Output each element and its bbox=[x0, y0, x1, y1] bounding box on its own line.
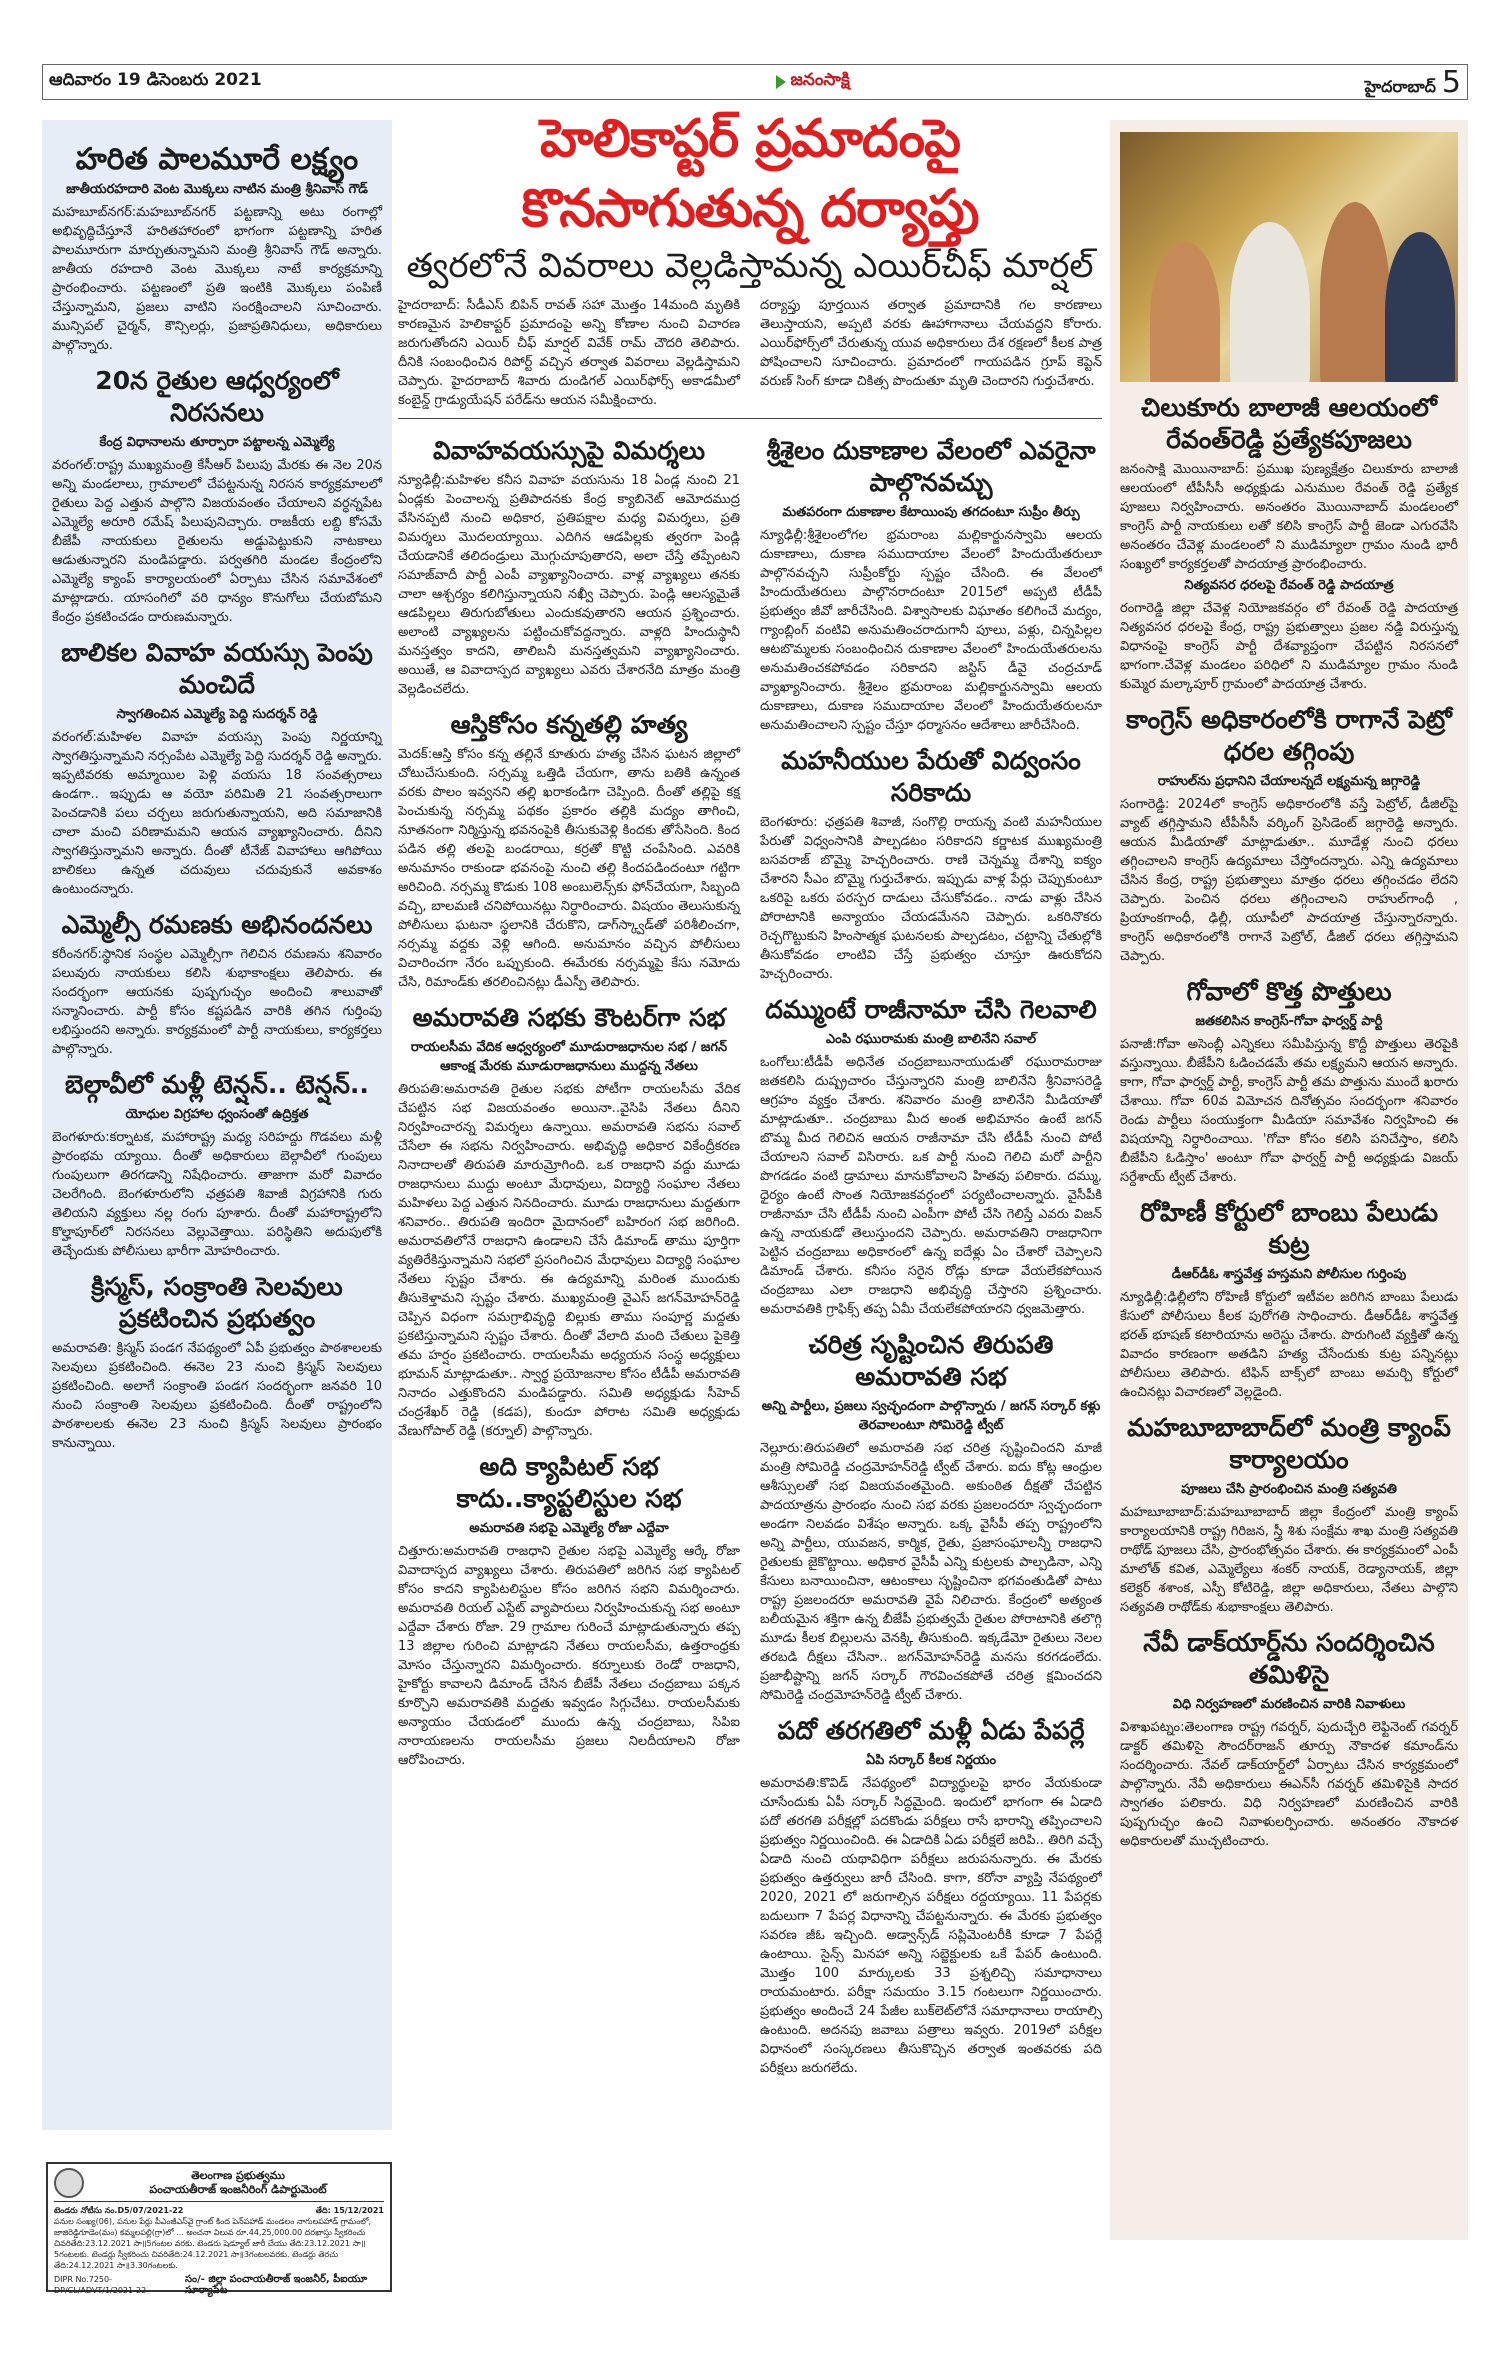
article-headline: నేవీ డాక్‌యార్డ్‌ను సందర్శించిన తమిళిసై bbox=[1143, 1628, 1435, 1689]
page-number: 5 bbox=[1441, 64, 1461, 100]
news-article bbox=[52, 637, 382, 899]
main-column bbox=[398, 104, 1102, 2304]
news-article bbox=[52, 1069, 382, 1261]
article-headline: 20న రైతుల ఆధ్వర్యంలో నిరసనలు bbox=[95, 366, 339, 427]
article-body: తిరుపతి:అమరావతి రైతుల సభకు పోటీగా రాయలసీమ వేదిక చేపట్టిన సభ విజయవంతం అయినా..వైసిపి నేతలు దీనిని నిర్వహించారన్న విమర్శలు ఉన్నాయి. అమరావతి సభను సవాల్ చేసేలా ఈ సభను నిర్వహించారు. అభివృద్ధి అధికార వికేంద్రీకరణ నినాదాలతో తిరుపతి మారుమ్రోగింది. ఒక రాజధాని వద్దు మూడు రాజధానులు ముద్దు అంటూ మేధావులు, విద్యార్థి సంఘాల నేతలు మహిళలు పెద్ద ఎత్తున నినదించారు. మూడు రాజధానులు మద్దతుగా శనివారం.. తిరుపతి ఇందిరా మైదానంలో బహిరంగ సభ జరిగింది. అమరావతిలోనే రాజధాని ఉండాలని చేసే డిమాండ్ తాము పూర్తిగా వ్యతిరేకిస్తున్నామని సభలో ప్రసంగించిన మేధావులు విద్యార్థి సంఘాల నేతలు స్పష్టం చేశారు. ఈ ఉద్యమాన్ని మరింత ముందుకు తీసుకెళ్తామని స్పష్టం చేశారు. ముఖ్యమంత్రి వైఎస్ జగన్‌మోహన్‌రెడ్డి చెప్పిన విధంగా సమగ్రాభివృద్ధి బిల్లుకు తాము సంపూర్ణ మద్దతు ప్రకటిస్తున్నామని స్పష్టం చేశారు. దీంతో వేలాది మంది చేతులు పైకెత్తి తమ హర్షం ప్రకటించారు. రాయలసీమ అధ్యయన సంస్థ అధ్యక్షులు భూమన్ మాట్లాడుతూ.. స్వార్థ ప్రయోజనాల కోసం టీడీపీ అమరావతి నినాదం ఎత్తుకొందని మండిపడ్డారు. సమితి అధ్యక్షుడు సీహెచ్ చంద్రశేఖర్ రెడ్డి (కడప), కుందూ పోరాట సమితి అధ్యక్షుడు వేణుగోపాల్ రెడ్డి (కర్నూల్) పాల్గొన్నారు. bbox=[398, 1082, 740, 1439]
article-body: రంగారెడ్డి జిల్లా చేవెళ్ల నియోజకవర్గం లో రేవంత్ రెడ్డి పాదయాత్ర నిత్యవసర ధరలపై కేంద్ర, రాష్ట్ర ప్రభుత్వాలు ప్రజల నడ్డి విరుస్తున్న విధానంపై కాంగ్రెస్ పార్టీ దేశవ్యాప్తంగా చేపట్టిన నిరసనలో భాగంగా.చేవెళ్ల మండలం పరిధిలో ని ముడిమ్యాల గ్రామం నుండి కుమ్మెర మల్కాపూర్ గ్రామంలో పాదయాత్ర చేశారు. bbox=[1120, 601, 1458, 692]
lead-headline: హెలికాప్టర్ ప్రమాదంపై కొనసాగుతున్న దర్యాప్తు bbox=[521, 109, 979, 239]
article-body: న్యూఢిల్లీ:మహిళల కనీస వివాహ వయసును 18 ఏండ్ల నుంచి 21 ఏండ్లకు పెంచాలన్న ప్రతిపాదనకు కేంద్ర క్యాబినెట్ ఆమోదముద్ర వేసినప్పటి నుంచి అధికార, ప్రతిపక్షాల మధ్య విమర్శలు, ప్రతి విమర్శలు మొదలయ్యాయి. ఎదిగిన ఆడపిల్లకు త్వరగా పెండ్లి చేయడానికే తలిదండ్రులు మొగ్గుచూపుతారని, అలా చేస్తే తప్పేంటని సమాజ్‌వాదీ పార్టీ ఎంపీ వ్యాఖ్యానించారు. వాళ్ల వ్యాఖ్యలు తనకు చాలా ఆశ్చర్యం కలిగిస్తున్నాయని నఖ్వీ చెప్పారు. పెండ్లి ఆలస్యమైతే ఆడపిల్లలు తిరుగుబోతులు ఎందుకవుతారని ఆయన ప్రశ్నించారు. అలాంటి వ్యాఖ్యలను పట్టించుకోవద్దన్నారు. వాళ్లది హిందుస్థానీ మనస్తత్వం కాదని, తాలిబనీ మనస్తత్వమని వ్యాఖ్యానించారు. అయితే, ఆ వివాదాస్పద వ్యాఖ్యలు ఎవరు చేశారనేది మాత్రం మంత్రి వెల్లడించలేదు. bbox=[398, 473, 740, 697]
article-body: కరీంనగర్:స్థానిక సంస్థల ఎమ్మెల్సీగా గెలిచిన రమణను శనివారం పలువురు నాయకులు కలిసి శుభాకాంక్షలు తెలిపారు. ఈ సందర్భంగా ఆయనకు పుష్పగుచ్ఛం అందించి శాలువాతో సన్మానించారు. పార్టీ కోసం కష్టపడిన వారికి తగిన గుర్తింపు లభిస్తుందని అన్నారు. కార్యక్రమంలో పార్టీ నాయకులు, కార్యకర్తలు పాల్గొన్నారు. bbox=[52, 947, 382, 1057]
article-body: పనాజీ:గోవా అసెంబ్లీ ఎన్నికలు సమీపిస్తున్న కొద్దీ పొత్తులు తెరపైకి వస్తున్నాయి. బీజేపీని ఓడించడమే తమ లక్ష్యమని ఆయన అన్నారు. కాగా, గోవా ఫార్వర్డ్ పార్టీ, కాంగ్రెస్ పార్టీ తమ పొత్తును ముందే ఖరారు చేశాయి. గోవా 60వ విమోచన దినోత్సవం సందర్భంగా శనివారం రెండు పార్టీలు సంయుక్తంగా మీడియా సమావేశం నిర్వహించి ఈ విషయాన్ని నిర్ధారించాయి. 'గోవా కోసం కలిసి పనిచేస్తాం, కలిసి బీజేపీని ఓడిస్తాం' అంటూ గోవా ఫార్వర్డ్ పార్టీ అధ్యక్షుడు విజయ్ సర్దేశాయ్ ట్వీట్ చేశారు. bbox=[1120, 1037, 1458, 1185]
article-body: వరంగల్:రాష్ట్ర ముఖ్యమంత్రి కేసీఆర్ పిలుపు మేరకు ఈ నెల 20న అన్ని మండలాలు, గ్రామాలలో చేపట్టనున్న నిరసన కార్యక్రమాలలో రైతులు పెద్ద ఎత్తున పాల్గొని విజయవంతం చేయాలని వర్ధన్నపేట ఎమ్మెల్యే అరూరి రమేష్ పిలుపునిచ్చారు. రాజకీయ లబ్ది కోసమే బీజేపీ నాయకులు రైతులను అడ్డుపెట్టుకుని నాటకాలు ఆడుతున్నారని మండిపడ్డారు. పర్వతగిరి మండల కేంద్రంలోని ఎమ్మెల్యే క్యాంప్ కార్యాలయంలో ఏర్పాటు చేసిన సమావేశంలో మాట్లాడారు. యాసంగిలో వరి ధాన్యం కొనుగోలు చేయబోమని కేంద్రం ప్రకటించడం దారుణమన్నారు. bbox=[52, 458, 382, 625]
article-body: జనంసాక్షి మొయినాబాద్: ప్రముఖ పుణ్యక్షేత్రం చిలుకూరు బాలాజీ ఆలయంలో టీపీసీసీ అధ్యక్షుడు ఎనుముల రేవంత్ రెడ్డి ప్రత్యేక పూజలు నిర్వహించారు. అనంతరం మొయినాబాద్ మండలంలో కాంగ్రెస్ పార్టీ నాయకులు లతో కలిసి కాంగ్రెస్ పార్టీ జెండా ఎగురవేసి అనంతరం చేవెళ్ల మండలంలో ని ముడిమ్యాలా గ్రామం నుండి భారీ సంఖ్యలో కార్యకర్తలతో పాదయాత్ర ప్రారంభించారు. bbox=[1120, 462, 1458, 572]
ad-signature: సం/- జిల్లా పంచాయతీరాజ్ ఇంజనీర్, పీఐయూ సూర్యాపేట bbox=[185, 2274, 368, 2296]
news-article bbox=[760, 1715, 1102, 2078]
article-subheadline: ఎంపి రఘురామకు మంత్రి బాలినేని సవాల్ bbox=[825, 1032, 1037, 1047]
article-subheadline: రాయలసీమ వేదిక ఆధ్వర్యంలో మూడురాజధానుల సభ / జగన్ ఆకాంక్ష మేరకు మూడురాజధానులు ముద్దన్న నేతలు bbox=[410, 1040, 728, 1074]
article-headline: ఆస్తికోసం కన్నతల్లి హత్య bbox=[450, 710, 688, 739]
news-article bbox=[1120, 1627, 1458, 1851]
ad-body: పనుల సంఖ్య(06), పనుల పేర్లు పీఎంజీఎస్‌వై గ్రాంట్ కింద పెన్‌పహాడ్ మండలం నాగులపహాడ్ గ్రామంలో, జాజిరెడ్డిగూడెం(మం) కమ్మలపల్లి(గ్రా)లో ... అంచనా విలువ రూ.44,25,000.00 దరఖాస్తు స్వీకరించు చివరితేది:23.12.2021 సా॥5గంటల వరకు. టెండరు షెడ్యూల్ జారీ చేయు తేది:23.12.2021 సా॥5గంటలకు. టెండర్లు స్వీకరించు చివరితేది:24.12.2021 సా॥3గంటలవరకు. టెండర్లు తెరచు తేది:24.12.2021 సా॥3.30గంటలకు. bbox=[54, 2217, 372, 2270]
article-body: చిత్తూరు:అమరావతి రాజధాని రైతుల సభపై ఎమ్మెల్యే ఆర్కే రోజా వివాదాస్పద వ్యాఖ్యలు చేశారు. తిరుపతిలో జరిగిన సభ క్యాపిటల్ కోసం కాదని క్యాపిటలిస్టుల కోసం జరిగిన సభని విమర్శించారు. అమరావతి రియల్ ఎస్టేట్ వ్యాపారులు నిర్వహించుకున్న సభ అంటూ ఎద్దేవా చేశారు రోజా. 29 గ్రామాల గురించే మాట్లాడుతున్నారు తప్ప 13 జిల్లాల గురించి మాట్లాడని నేతలు రాయలసీమ, ఉత్తరాంధ్రకు మోసం చేస్తున్నారని విమర్శించారు. కర్నూలుకు రెండో రాజధాని, హైకోర్టు కావాలని డిమాండ్ చేసిన బీజేపీ నేతలు చంద్రబాబు పక్కన కూర్చొని అమరావతికి మద్దతు ఇవ్వడం సిగ్గుచేటు. రాయలసీమకు అన్యాయం చేయడంలో ముందు ఉన్న చంద్రబాబు, సిపిఐ నారాయణలను రాయలసీమ ప్రజలు నిలదీయాలని రోజా ఆరోపించారు. bbox=[398, 1544, 740, 1768]
news-article bbox=[398, 1002, 740, 1441]
news-article bbox=[1120, 1412, 1458, 1617]
issue-date: ఆదివారం 19 డిసెంబరు 2021 bbox=[49, 70, 262, 90]
masthead bbox=[42, 64, 1468, 100]
lead-body bbox=[398, 296, 1102, 412]
article-body: సంగారెడ్డి: 2024లో కాంగ్రెస్ అధికారంలోకి వస్తే పెట్రోల్, డీజిల్‌పై వ్యాట్ తగ్గిస్తామని టీపీసీసీ వర్కింగ్ ప్రెసిడెంట్ జగ్గారెడ్డి అన్నారు. ఆయన మీడియాతో మాట్లాడుతూ.. మూడేళ్ల నుంచి ధరలు తగ్గించాలని కాంగ్రెస్ ఉద్యమాలు చేస్తోందన్నారు. ఎన్ని ఉద్యమాలు చేసిన కేంద్ర, రాష్ట్ర ప్రభుత్వాలు మాత్రం ధరలు తగ్గించడం లేదని చెప్పారు. పెంచిన ధరలు తగ్గించాలని రాహుల్‌గాంధీ , ప్రియాంకగాంధీ, ఢిల్లీ, యూపీలో పాదయాత్ర చేస్తున్నారన్నారు. కాంగ్రెస్ అధికారంలోకి రాగానే పెట్రోల్, డీజిల్ ధరలు తగ్గిస్తామని చెప్పారు. bbox=[1120, 797, 1458, 964]
right-column bbox=[1110, 120, 1468, 2240]
news-article bbox=[398, 1451, 740, 1770]
article-body: అమరావతి:కొవిడ్ నేపథ్యంలో విద్యార్థులపై భారం వేయకుండా చూసేందుకు ఏపీ సర్కార్ సిద్ధమైంది. ఇందులో భాగంగా ఈ ఏడాది పదో తరగతి పరీక్షల్లో పదకొండు పరీక్షలు రాసే భారాన్ని తప్పించాలని ప్రభుత్వం నిర్ణయించింది. ఈ ఏడాదికి ఏడు పరీక్షలే జరిపి.. తిరిగి వచ్చే ఏడాది నుంచి యథావిధిగా పరీక్షలు జరుపనున్నారు. ఈ మేరకు ప్రభుత్వం ఉత్తర్వులు జారీ చేసింది. కాగా, కరోనా వ్యాప్తి నేపథ్యంలో 2020, 2021 లో జరుగాల్సిన పరీక్షలు రద్దయ్యాయి. 11 పేపర్లకు బదులుగా 7 పేపర్ల విధానాన్ని చేపట్టనున్నారు. ఈ మేరకు ప్రభుత్వం సవరణ జీఓ ఇచ్చింది. అడ్వాన్స్‌డ్ సప్లిమెంటరీకి కూడా 7 పేపర్లే ఉంటాయి. సైన్స్ మినహా అన్ని సబ్జెక్టులకు ఒకే పేపర్ ఉంటుంది. మొత్తం 100 మార్కులకు 33 ప్రశ్నలిచ్చి సమాధానాలు రాయమంటారు. పరీక్షా సమయం 3.15 గంటలుగా నిర్ణయించారు. ప్రభుత్వం అందించే 24 పేజీల బుక్‌లెట్‌లోనే సమాధానాలు రాయాల్సి ఉంటుంది. అదనపు జవాబు పత్రాలు ఇవ్వరు. 2019లో పరీక్షల విధానంలో సంస్కరణలు తీసుకొచ్చిన తర్వాత ఇంతవరకు పది పరీక్షలు జరుగలేదు. bbox=[760, 1776, 1102, 2076]
article-headline: రోహిణీ కోర్టులో బాంబు పేలుడు కుట్ర bbox=[1139, 1198, 1439, 1259]
news-article bbox=[52, 1271, 382, 1453]
article-body: నెల్లూరు:తిరుపతిలో అమరావతి సభ చరిత్ర సృష్టించిందని మాజీ మంత్రి సోమిరెడ్డి చంద్రమోహన్‌రెడ్డి ట్వీట్ చేశారు. ఐదు కోట్ల ఆంధ్రుల ఆశీస్సులతో సభ విజయవంతమైంది. అకుంఠిత దీక్షతో చేపట్టిన పాదయాత్రను ప్రారంభం నుంచి సభ వరకు ప్రజలందరూ స్వచ్ఛందంగా అండగా నిలవడం విశేషం అన్నారు. ఒక్క వైసీపీ తప్ప రాష్ట్రంలోని అన్ని పార్టీలు, యువజన, కార్మిక, రైతు, ప్రజాసంఘాలన్నీ రాజధాని రైతులకు జైకొట్టాయి. అధికార వైసీపీ ఎన్ని కుట్రలకు పాల్పడినా, ఎన్ని కేసులు బనాయించినా, ఆటంకాలు సృష్టించినా భగవంతుడితో పాటు రాష్ట్ర ప్రజలందరూ అమరావతి వైపే నిలిచారు. కేంద్రంలో అత్యంత బలీయమైన శక్తిగా ఉన్న బీజేపీ ప్రభుత్వమే రైతుల పోరాటానికి తలొగ్గి మూడు కీలక బిల్లులను వెనక్కి తీసుకుంది. ఇక్కడేమో రైతులు నెలల తరబడి దీక్షలు చేసినా.. జగన్‌మోహన్‌రెడ్డి మనసు కరగడంలేదు. ప్రజాభీష్టాన్ని జగన్ సర్కార్ గౌరవించకపోతే చరిత్ర క్షమించదని సోమిరెడ్డి చంద్రమోహన్‌రెడ్డి ట్వీట్ చేశారు. bbox=[760, 1441, 1102, 1703]
article-body: బెంగళూరు:కర్నాటక, మహారాష్ట్ర మధ్య సరిహద్దు గొడవలు మళ్లీ ప్రారంభమ య్యాయి. దీంతో అధికారులు బెల్గావీలో గుంపులు గుంపులుగా తిరగడాన్ని నిషేధించారు. తాజాగా మరో వివాదం చెలరేగింది. బెంగళూరులోని ఛత్రపతి శివాజీ విగ్రహానికి గురు తెలియని వ్యక్తులు నల్ల రంగు పూశారు. దీంతో మహారాష్ట్రలోని కొల్హాపూర్‌లో నిరసనలు వెల్లువెత్తాయి. పరిస్థితిని అదుపులోకి తెచ్చేందుకు పోలీసులు భారీగా మోహరించారు. bbox=[52, 1130, 382, 1259]
article-subheadline: రాహుల్‌ను ప్రధానిని చేయాలన్నదే లక్ష్యమన్న జగ్గారెడ్డి bbox=[1157, 774, 1421, 789]
logo-text: జనంసాక్షి bbox=[790, 70, 850, 90]
article-headline: చిలుకూరు బాలాజీ ఆలయంలో రేవంత్‌రెడ్డి ప్రత్యేకపూజలు bbox=[1141, 393, 1437, 454]
divider bbox=[398, 418, 1102, 419]
news-article bbox=[52, 365, 382, 627]
article-headline: వివాహవయస్సుపై విమర్శలు bbox=[432, 436, 705, 465]
article-subheadline: మతపరంగా దుకాణాల కేటాయింపు తగదంటూ సుప్రీం తీర్పు bbox=[782, 505, 1080, 520]
article-subheadline: కేంద్ర విధానాలను తూర్పారా పట్టాలన్న ఎమ్మెల్యే bbox=[99, 435, 335, 450]
ad-dipr: DIPR No.7250-DP/CL/ADVT/1/2021-22 bbox=[54, 2275, 147, 2295]
edition bbox=[1365, 65, 1461, 100]
article-body: వరంగల్:మహిళల వివాహ వయస్సు పెంపు నిర్ణయాన్ని స్వాగతిస్తున్నామని నర్సంపేట ఎమ్మెల్యే పెద్ది సుదర్శన్ రెడ్డి అన్నారు. ఇప్పటివరకు అమ్మాయిల పెళ్లి వయసు 18 సంవత్సరాలు ఉండగా.. ఇప్పుడు ఆ వయో పరిమితి 21 సంవత్సరాలుగా పెంచడానికి పలు చర్చలు జరుగుతున్నాయని, అది సమాజానికి చాలా మంచి పరిణామమని ఆయన వ్యాఖ్యానించారు. దీనిని స్వాగతిస్తున్నామని అన్నారు. దీంతో టీనేజ్ వివాహాలు ఆగిపోయి బాలికలు ఉన్నత చదువులు చదువుకునే అవకాశం ఉంటుందన్నారు. bbox=[52, 730, 382, 897]
article-body: మహబూబాబాద్:మహబూబాబాద్ జిల్లా కేంద్రంలో మంత్రి క్యాంప్ కార్యాలయానికి రాష్ట్ర గిరిజన, స్త్రీ శిశు సంక్షేమ శాఖ మంత్రి సత్యవతి రాథోడ్ పూజలు చేసి, ప్రారంభోత్సవం చేశారు. ఈ కార్యక్రమంలో ఎంపీ మాలోత్ కవిత, ఎమ్మెల్యేలు శంకర్ నాయక్, రెడ్యానాయక్, జిల్లా కలెక్టర్ శశాంక, ఎస్పీ కోటిరెడ్డి, జిల్లా అధికారులు, నేతలు పాల్గొని సత్యవతి రాథోడ్‌కు శుభాకాంక్షలు తెలిపారు. bbox=[1120, 1505, 1458, 1615]
article-headline: చరిత్ర సృష్టించిన తిరుపతి అమరావతి సభ bbox=[808, 1330, 1054, 1391]
article-subheadline: విధి నిర్వహణలో మరణించిన వారికి నివాళులు bbox=[1172, 1697, 1406, 1712]
article-subheadline: ఏపి సర్కార్ కీలక నిర్ణయం bbox=[865, 1753, 997, 1768]
article-body: బెంగళూరు: ఛత్రపతి శివాజీ, సంగొల్లి రాయన్న వంటి మహనీయుల పేరుతో విధ్వంసానికి పాల్పడటం సరికాదని కర్ణాటక ముఖ్యమంత్రి బసవరాజ్ బొమ్మై హెచ్చరించారు. రాణి చెన్నమ్మ దేశాన్ని ఐక్యం చేశారని సీఎం బొమ్మై గుర్తుచేశారు. ఇప్పుడు వాళ్ల పేర్లు చెప్పుకుంటూ ఒకరిపై ఒకరు పరస్పర దాడులు చేసుకోవడం.. నాడు వాళ్లు చేసిన పోరాటానికి అన్యాయం చేయడమేనని చెప్పారు. ఒకరినొకరు రెచ్చగొట్టుకుని హింసాత్మక ఘటనలకు పాల్పడటం, చట్టాన్ని చేతుల్లోకి తీసుకోవడం లాంటివి చేస్తే ప్రభుత్వం చూస్తూ ఊరుకోదని హెచ్చరించారు. bbox=[760, 815, 1102, 982]
news-article bbox=[1120, 704, 1458, 966]
lead-body-col2: దర్యాప్తు పూర్తయిన తర్వాత ప్రమాదానికి గల కారణాలు తెలుస్తాయని, అప్పటి వరకు ఊహాగానాలు చేయవద్దని కోరారు. ఎయిర్‌ఫోర్స్‌లో చేరుతున్న యువ అధికారులు దేశ రక్షణలో కీలక పాత్ర పోషించాలని సూచించారు. ప్రమాదంలో గాయపడిన గ్రూప్ కెప్టెన్ వరుణ్ సింగ్ కూడా చికిత్స పొందుతూ మృతి చెందారని గుర్తుచేశారు. bbox=[760, 298, 1102, 389]
article-subheadline: నిత్యవసర ధరలపై రేవంత్ రెడ్డి పాదయాత్ర bbox=[1184, 578, 1394, 593]
news-article bbox=[52, 909, 382, 1059]
news-article bbox=[760, 994, 1102, 1319]
article-subheadline: జతకలిసిన కాంగ్రెస్-గోవా ఫార్వర్డ్ పార్టీ bbox=[1195, 1014, 1383, 1029]
article-body: అమరావతి: క్రిస్మస్ పండగ నేపథ్యంలో ఏపీ ప్రభుత్వం పాఠశాలలకు సెలవులు ప్రకటించింది. ఈనెల 23 నుంచి క్రిస్మస్ సెలవులు ప్రకటించింది. అలాగే సంక్రాంతి పండగ సందర్భంగా జనవరి 10 నుంచి సంక్రాంతి సెలవులు ప్రకటించింది. దీంతో రాష్ట్రంలోని పాఠశాలలకు ఈనెల 23 నుంచి క్రిస్మస్ సెలవులు ప్రారంభం కానున్నాయి. bbox=[52, 1341, 382, 1451]
ad-notice-number: టెండరు నోటీసు నం.D5/07/2021-22 bbox=[54, 2206, 184, 2215]
article-body: మెదక్:ఆస్తి కోసం కన్న తల్లినే కూతురు హత్య చేసిన ఘటన జిల్లాలో చోటుచేసుకుంది. సర్సమ్మ ఒత్తిడి చేయగా, తాను బతికి ఉన్నంత వరకు పొలం ఇవ్వనని తల్లి ఖరాకండిగా చెప్పింది. దీంతో తల్లిపై కక్ష పెంచుకున్న నర్సమ్మ పథకం ప్రకారం తల్లికి మద్యం తాగించి, నూతనంగా నిర్మిస్తున్న భవనంపైకి తీసుకువెళ్లి కిందకు తోసేసింది. కింద పడిన తల్లి తలపై బండరాయి, కర్రతో కొట్టి చంపేసింది. ఎవరికి అనుమానం రాకుండా భవనంపై నుంచి తల్లి కిందపడిందంటూ గట్టిగా అరిచింది. నర్సమ్మ కొడుకు 108 అంబులెన్స్‌కు ఫోన్‌చేయగా, సిబ్బంది వచ్చి, బాలమణి చనిపోయినట్లు నిర్ధారించారు. విషయం తెలుసుకున్న పోలీసులు ఘటనా స్థలానికి చేరుకొని, డాగ్‌స్క్వాడ్‌తో పరిశీలించగా, నర్సమ్మ వద్దకు వెళ్లి ఆగింది. అనుమానం వచ్చిన పోలీసులు విచారించగా నేరం ఒప్పుకుంది. ఈమేరకు నర్సమ్మపై కేసు నమోదు చేసి, రిమాండ్‌కు తరలించినట్లు డీఎస్పీ తెలిపారు. bbox=[398, 747, 740, 990]
leaf-icon bbox=[776, 75, 786, 89]
article-subheadline: జాతీయరహదారి వెంట మొక్కలు నాటిన మంత్రి శ్రీనివాస్ గౌడ్ bbox=[66, 182, 368, 197]
article-body: మహబూబ్‌నగర్:మహబూబ్‌నగర్ పట్టణాన్ని అటు రంగాల్లో అభివృద్ధిచేస్తూనే హరితహారంలో భాగంగా పట్టణాన్ని హరిత పాలమూరుగా మార్చుతున్నామని మంత్రి శ్రీనివాస్ గౌడ్ అన్నారు. జాతీయ రహదారి వెంట మొక్కలు నాటే కార్యక్రమాన్ని ప్రారంభించారు. పట్టణంలో ప్రతి ఇంటికి మొక్కలు పంపిణీ చేస్తున్నామని, ప్రజలు వాటిని సంరక్షించాలని సూచించారు. మున్సిపల్ చైర్మన్, కౌన్సిలర్లు, ప్రజాప్రతినిధులు, అధికారులు పాల్గొన్నారు. bbox=[52, 205, 382, 353]
article-headline: అది క్యాపిటల్ సభ కాదు..క్యాప్టలిస్టుల సభ bbox=[456, 1452, 682, 1513]
telangana-seal-icon bbox=[54, 2168, 84, 2198]
temple-photo bbox=[1120, 132, 1458, 382]
article-headline: ఎమ్మెల్సీ రమణకు అభినందనలు bbox=[61, 910, 373, 939]
main-subcolumn-left bbox=[398, 425, 740, 2080]
article-subheadline: అన్ని పార్టీలు, ప్రజలు స్వచ్ఛందంగా పాల్గొన్నారు / జగన్ సర్కార్ కళ్లు తెరవాలంటూ సోమిరెడ్డి ట్వీట్ bbox=[761, 1399, 1101, 1433]
ad-title-dept: పంచాయతీరాజ్ ఇంజనీరింగ్ డిపార్టుమెంట్ bbox=[149, 2183, 327, 2196]
lead-body-col1: హైదరాబాద్: సీడీఎస్ బిపిన్ రావత్ సహా మొత్తం 14మంది మృతికి కారణమైన హెలికాప్టర్ ప్రమాదంపై అన్ని కోణాల నుంచి విచారణ జరుగుతోందని ఎయిర్ చీఫ్ మార్షల్ వివేక్ రామ్ చౌదరి తెలిపారు. దీనికి సంబంధించిన రిపోర్ట్ వచ్చిన తర్వాత వివరాలు వెల్లడిస్తామని చెప్పారు. హైదరాబాద్ శివారు దుండిగల్ ఎయిర్‌ఫోర్స్ అకాడమీలో కంబైన్డ్ గ్రాడ్యుయేషన్ పరేడ్‌ను ఆయన సమీక్షించారు. bbox=[398, 298, 740, 408]
article-headline: శ్రీశైలం దుకాణాల వేలంలో ఎవరైనా పాల్గొనవచ్చు bbox=[766, 436, 1096, 497]
news-article bbox=[1120, 976, 1458, 1187]
article-subheadline: పూజలు చేసి ప్రారంభించిన మంత్రి సత్యవతి bbox=[1181, 1482, 1397, 1497]
article-subheadline: స్వాగతించిన ఎమ్మెల్యే పెద్ది సుదర్శన్ రెడ్డి bbox=[116, 707, 318, 722]
article-body: విశాఖపట్నం:తెలంగాణ రాష్ట్ర గవర్నర్, పుదుచ్చేరి లెఫ్టినెంట్ గవర్నర్ డాక్టర్ తమిళిసై సౌందర్‌రాజన్ తూర్పు నౌకాదళ కమాండ్‌ను సందర్శించారు. నేవల్ డాక్‌యార్డ్‌లో ఏర్పాటు చేసిన కార్యక్రమంలో పాల్గొన్నారు. నేవీ అధికారులు ఈఎన్‌సీ గవర్నర్ తమిళిసైకి సాదర స్వాగతం పలికారు. విధి నిర్వహణలో మరణించిన వారికి పుష్పగుచ్ఛం ఉంచి నివాళులర్పించారు. అనంతరం నౌకాదళ అధికారులతో ముచ్చటించారు. bbox=[1120, 1720, 1458, 1849]
article-subheadline: యోధుల విగ్రహాల ధ్వంసంతో ఉద్రిక్తత bbox=[125, 1107, 309, 1122]
news-article bbox=[1120, 576, 1458, 694]
article-headline: క్రిస్మస్, సంక్రాంతి సెలవులు ప్రకటించిన ప్రభుత్వం bbox=[91, 1272, 343, 1333]
ad-title-govt: తెలంగాణ ప్రభుత్వము bbox=[191, 2169, 285, 2182]
article-subheadline: అమరావతి సభపై ఎమ్మెల్యే రోజా ఎద్దేవా bbox=[469, 1521, 669, 1536]
news-article bbox=[398, 709, 740, 992]
news-article bbox=[1120, 392, 1458, 574]
news-article bbox=[760, 1329, 1102, 1705]
article-subheadline: డీఆర్‌డీఓ శాస్త్రవేత్త హస్తమని పోలీసుల గుర్తింపు bbox=[1171, 1267, 1407, 1282]
left-column bbox=[42, 120, 392, 2130]
article-body: ఒంగోలు:టీడీపీ అధినేత చంద్రబాబునాయుడుతో రఘురామరాజు జతకలిసి దుష్ప్రచారం చేస్తున్నారని మంత్రి బాలినేని శ్రీనివాసరెడ్డి ఆగ్రహం వ్యక్తం చేశారు. శనివారం మంత్రి బాలినేని మీడియాతో మాట్లాడుతూ.. చంద్రబాబు మీద అంత అభిమానం ఉంటే జగన్ బొమ్మ మీద గెలిచిన ఆయన రాజీనామా చేసి టీడీపీ నుంచి పోటీ చేయాలని సవాల్ విసిరారు. ఒక పార్టీ నుంచి గెలిచి మరో పార్టీని పొగడడం వంటి డ్రామాలు మానుకోవాలని హితవు పలికారు. దమ్ము, ధైర్యం ఉంటే సొంత నియోజకవర్గంలో పర్యటించాలన్నారు. వైసీపీకి రాజీనామా చేసి టీడీపీ నుంచి ఎంపీగా పోటీ చేసి గెలిస్తే ఎవరు విజన్ ఉన్న నాయకుడో తెలుస్తుందని చెప్పారు. అమరావతిని రాజధానిగా పెట్టిన చంద్రబాబు అధికారంలో ఉన్న ఐదేళ్లు ఏం చేశారో చెప్పాలని డిమాండ్ చేశారు. కనీసం సరైన రోడ్లు కూడా వేయలేకపోయిన చంద్రబాబు ఎలా రాజధాని అభివృద్ధి చేస్తారని ప్రశ్నించారు. అమరావతికి గ్రాఫిక్స్ తప్ప ఏమీ చేయలేకపోయారని ధ్వజమెత్తారు. bbox=[760, 1055, 1102, 1317]
article-headline: మహబూబాబాద్‌లో మంత్రి క్యాంప్ కార్యాలయం bbox=[1127, 1413, 1451, 1474]
tender-notice-ad bbox=[46, 2162, 392, 2296]
news-article bbox=[52, 144, 382, 355]
article-headline: బెల్గావీలో మళ్లీ టెన్షన్.. టెన్షన్.. bbox=[65, 1070, 369, 1099]
article-headline: అమరావతి సభకు కౌంటర్‌గా సభ bbox=[412, 1003, 726, 1032]
newspaper-logo bbox=[776, 70, 849, 94]
edition-city: హైదరాబాద్ bbox=[1364, 76, 1436, 96]
lead-subheadline: త్వరలోనే వివరాలు వెల్లడిస్తామన్న ఎయిర్‌చీఫ్ మార్షల్ bbox=[406, 246, 1094, 286]
article-headline: హరిత పాలమూరే లక్ష్యం bbox=[75, 142, 359, 177]
article-headline: పదో తరగతిలో మళ్లీ ఏడు పేపర్లే bbox=[777, 1716, 1085, 1745]
article-headline: బాలికల వివాహ వయస్సు పెంపు మంచిదే bbox=[61, 638, 373, 699]
news-article bbox=[398, 435, 740, 699]
news-article bbox=[760, 435, 1102, 735]
news-article bbox=[1120, 1197, 1458, 1402]
article-headline: కాంగ్రెస్ అధికారంలోకి రాగానే పెట్రో ధరల తగ్గింపు bbox=[1126, 705, 1452, 766]
article-headline: దమ్ముంటే రాజీనామా చేసి గెలవాలి bbox=[765, 995, 1097, 1024]
article-headline: మహనీయుల పేరుతో విద్వంసం సరికాదు bbox=[781, 746, 1081, 807]
main-subcolumn-right bbox=[760, 425, 1102, 2080]
article-headline: గోవాలో కొత్త పొత్తులు bbox=[1186, 977, 1392, 1006]
news-article bbox=[760, 745, 1102, 984]
article-body: న్యూఢిల్లీ:శ్రీశైలంలోగల భ్రమరాంబ మల్లికార్జునస్వామి ఆలయ దుకాణాలు, దుకాణ సముదాయాల వేలంలో హిందుయేతరులూ పాల్గొనవచ్చని సుప్రీంకోర్టు స్పష్టం చేసింది. ఈ వేలంలో హిందుయేతరులు పాల్గొనరాదంటూ 2015లో అప్పటి టీడీపీ ప్రభుత్వం జీవో జారీచేసింది. విశ్వాసాలకు విఘాతం కలిగించే మద్యం, గ్యాంబ్లింగ్ వంటివి అనుమతించరాదుగానీ పూలు, పళ్లు, చిన్నపిల్లల ఆటబొమ్మలకు సంబంధించిన దుకాణాల వేలంలో హిందుయేతరులను అనుమతించకపోవడం సరికాదని జస్టిస్ డీవై చంద్రచూడ్ వ్యాఖ్యానించారు. శ్రీశైలం భ్రమరాంబ మల్లికార్జునస్వామి ఆలయ దుకాణాలు, దుకాణ సముదాయాల వేలంలో హిందుయేతరులనూ అనుమతించాలని స్పష్టం చేస్తూ ధర్మాసనం ఆదేశాలు జారీచేసింది. bbox=[760, 528, 1102, 733]
article-body: న్యూఢిల్లీ:ఢిల్లీలోని రోహిణీ కోర్టులో ఇటీవల జరిగిన బాంబు పేలుడు కేసులో పోలీసులు కీలక పురోగతి సాధించారు. డీఆర్‌డీఓ శాస్త్రవేత్త భరత్ భూషణ్ కటారియాను అరెస్టు చేశారు. పొరుగింటి వ్యక్తితో ఉన్న వివాదం కారణంగా అతడిని హత్య చేసేందుకు కుట్ర పన్నినట్లు పోలీసులు తెలిపారు. టిఫిన్ బాక్స్‌లో బాంబు అమర్చి కోర్టులో ఉంచినట్లు విచారణలో వెల్లడైంది. bbox=[1120, 1290, 1458, 1400]
ad-date: తేది: 15/12/2021 bbox=[315, 2206, 384, 2215]
